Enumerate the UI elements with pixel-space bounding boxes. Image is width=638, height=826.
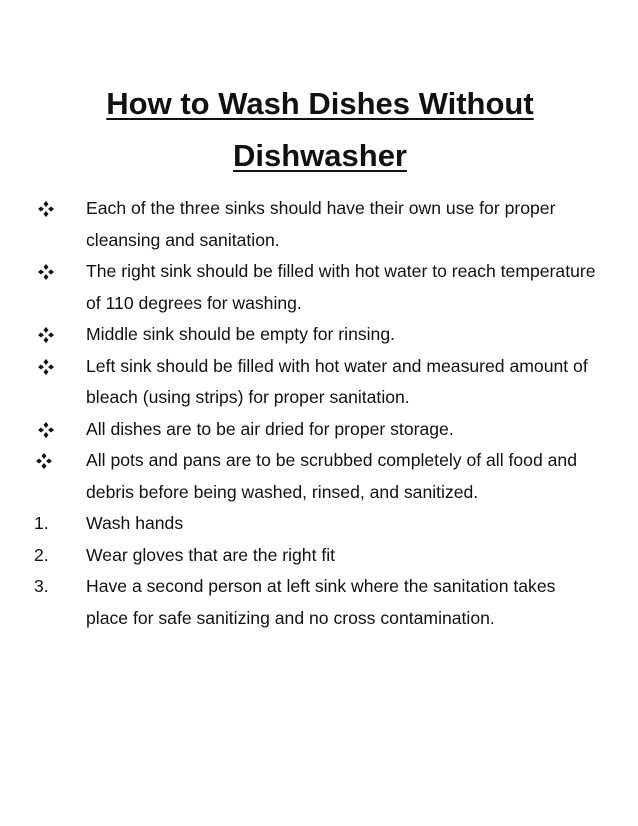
instruction-list <box>0 193 638 634</box>
step-text: Wear gloves that are the right fit <box>86 544 336 565</box>
bullet-text: Left sink should be filled with hot water and measured amount of bleach (using strips) for proper sanitation. <box>86 355 588 407</box>
bullet-item <box>0 351 638 414</box>
numbered-step <box>0 508 638 540</box>
bullet-item <box>0 193 638 256</box>
step-text: Wash hands <box>86 513 184 533</box>
numbered-step <box>0 571 638 634</box>
bullet-item <box>0 319 638 351</box>
bullet-item <box>0 414 638 446</box>
step-text: Have a second person at left sink where the sanitation takes place for safe sanitizing and no cross contamination. <box>86 576 556 628</box>
four-diamond-bullet-icon <box>38 201 54 217</box>
bullet-item <box>0 445 638 508</box>
four-diamond-bullet-icon <box>38 327 54 343</box>
step-number: 1. <box>34 513 49 533</box>
title-line-1: How to Wash Dishes Without <box>106 86 534 121</box>
four-diamond-bullet-icon <box>36 453 52 469</box>
four-diamond-bullet-icon <box>38 264 54 280</box>
bullet-text: All pots and pans are to be scrubbed completely of all food and debris before being washed, rinsed, and sanitized. <box>86 450 577 502</box>
page-title <box>70 78 570 182</box>
bullet-text: All dishes are to be air dried for proper storage. <box>86 418 454 439</box>
numbered-step <box>0 540 638 572</box>
title-line-2: Dishwasher <box>232 138 407 173</box>
bullet-text: Middle sink should be empty for rinsing. <box>86 324 396 344</box>
bullet-text: Each of the three sinks should have their own use for proper cleansing and sanitation. <box>86 198 556 250</box>
four-diamond-bullet-icon <box>38 422 54 438</box>
step-number: 3. <box>34 576 49 596</box>
bullet-text: The right sink should be filled with hot water to reach temperature of 110 degrees for washing. <box>86 261 596 313</box>
bullet-item <box>0 256 638 319</box>
step-number: 2. <box>34 544 49 565</box>
four-diamond-bullet-icon <box>38 359 54 375</box>
